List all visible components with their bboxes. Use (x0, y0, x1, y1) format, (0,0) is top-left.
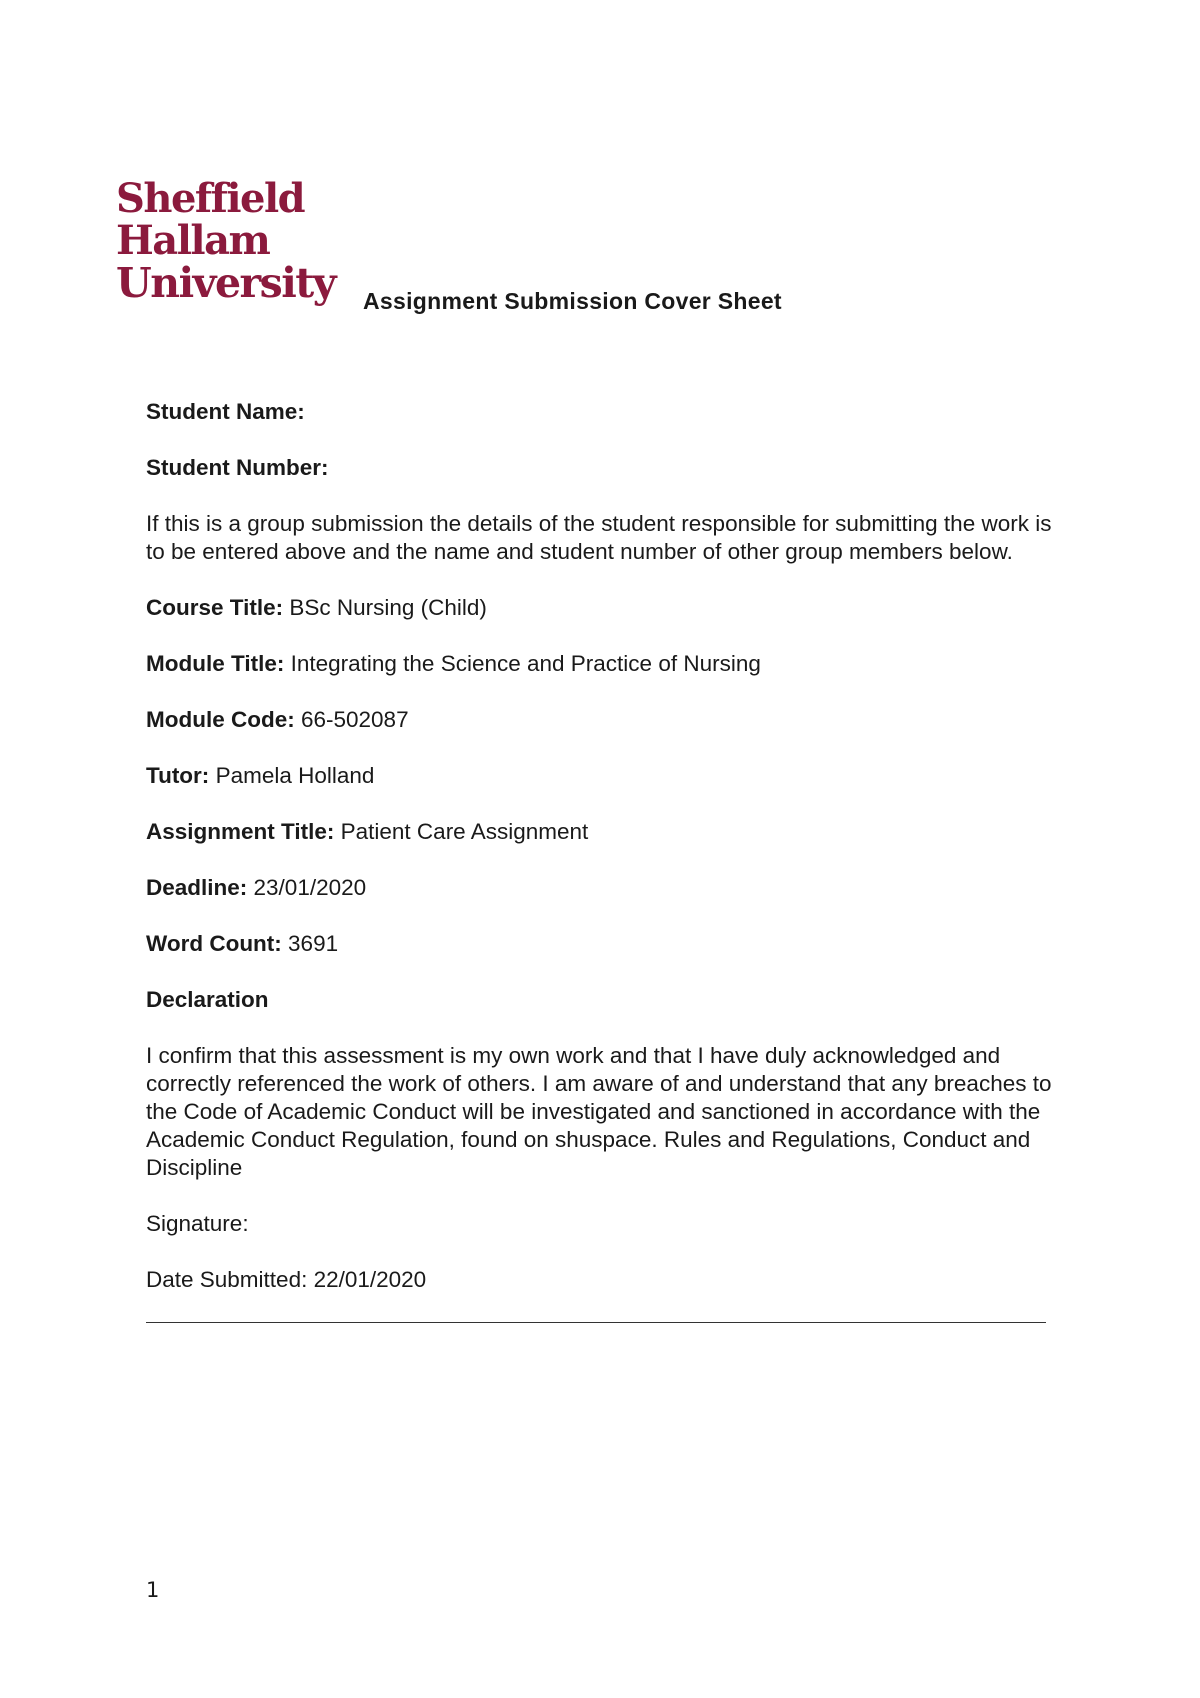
signature-label: Signature: (146, 1211, 249, 1236)
word-count-field (146, 930, 1056, 958)
student-number-label: Student Number: (146, 455, 329, 480)
module-title-value: Integrating the Science and Practice of Nursing (284, 651, 761, 676)
page-number: 1 (146, 1578, 160, 1602)
module-code-label: Module Code: (146, 707, 295, 732)
assignment-title-value: Patient Care Assignment (334, 819, 589, 844)
assignment-title-label: Assignment Title: (146, 819, 335, 844)
deadline-value: 23/01/2020 (247, 875, 367, 900)
logo-line-2: Hallam (116, 217, 270, 264)
word-count-label: Word Count: (146, 931, 282, 956)
tutor-value: Pamela Holland (209, 763, 375, 788)
assignment-title-field (146, 818, 1056, 846)
date-submitted: Date Submitted: 22/01/2020 (146, 1267, 427, 1292)
university-logo (116, 175, 336, 307)
module-title-label: Module Title: (146, 651, 285, 676)
course-title-field (146, 594, 1056, 622)
module-code-value: 66-502087 (294, 707, 409, 732)
logo-line-1: Sheffield (116, 175, 305, 222)
student-name-field (146, 398, 1056, 426)
tutor-label: Tutor: (146, 763, 210, 788)
course-title-label: Course Title: (146, 595, 284, 620)
declaration-heading: Declaration (146, 987, 269, 1012)
tutor-field (146, 762, 1056, 790)
separator-line (146, 1322, 1046, 1323)
course-title-value: BSc Nursing (Child) (283, 595, 487, 620)
word-count-value: 3691 (281, 931, 339, 956)
declaration-text: I confirm that this assessment is my own work and that I have duly acknowledged and correctly referenced the work of others. I am aware of and understand that any breaches to the Code of Academic Conduct will be investigated and sanctioned in accordance with the Academic Conduct Regulation, found on shuspace. Rules and Regulations, Conduct and Discipline (146, 1043, 1052, 1180)
student-name-label: Student Name: (146, 399, 305, 424)
student-number-field (146, 454, 1056, 482)
cover-sheet-title: Assignment Submission Cover Sheet (363, 288, 782, 314)
deadline-field (146, 874, 1056, 902)
form-content (146, 398, 1056, 1323)
logo-line-3: University (116, 259, 336, 307)
group-submission-note: If this is a group submission the details of the student responsible for submitting the work is to be entered above and the name and student number of other group members below. (146, 511, 1052, 564)
deadline-label: Deadline: (146, 875, 248, 900)
module-code-field (146, 706, 1056, 734)
module-title-field (146, 650, 1056, 678)
